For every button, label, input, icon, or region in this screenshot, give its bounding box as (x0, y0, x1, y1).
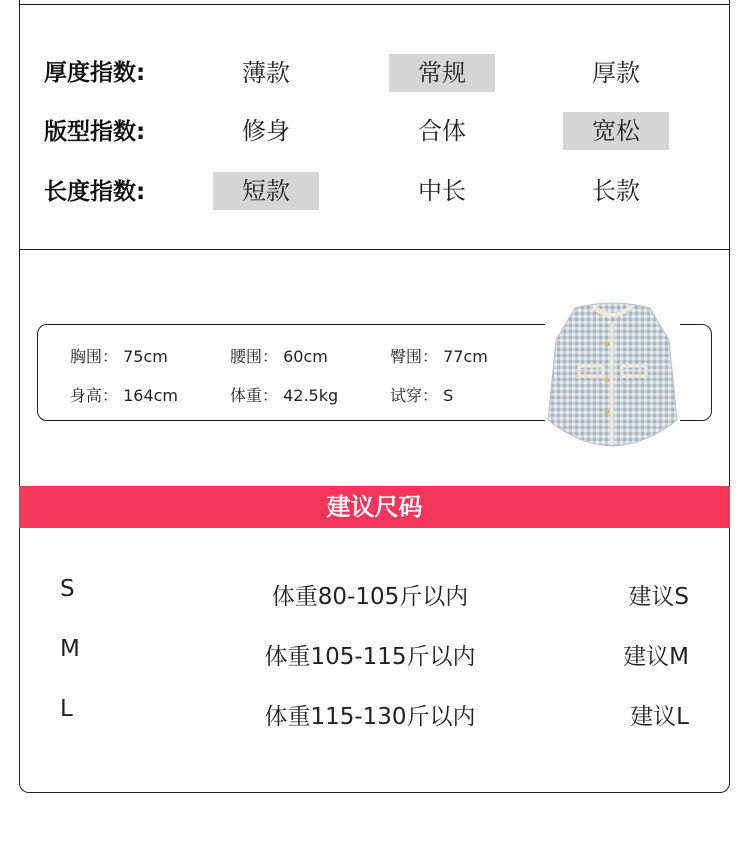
waist-measure: 腰围： 60cm (230, 347, 328, 366)
size-m: M (60, 636, 80, 662)
recommend-l: 建议L (630, 704, 689, 730)
recommend-s: 建议S (628, 584, 689, 610)
fabric-index-panel (19, 0, 730, 250)
weight-range-s: 体重80-105斤以内 (271, 584, 469, 610)
model-info-section (19, 250, 730, 486)
tweed-jacket-image (545, 300, 680, 448)
height-measure: 身高： 164cm (70, 386, 179, 405)
hip-measure: 臀围： 77cm (390, 347, 488, 366)
thickness-option-thick: 厚款 (592, 59, 640, 87)
size-table (19, 528, 730, 793)
fit-option-regular: 合体 (418, 117, 466, 145)
thickness-label: 厚度指数: (44, 60, 146, 86)
thickness-option-thin: 薄款 (242, 59, 290, 87)
fit-label: 版型指数: (44, 119, 146, 145)
thickness-option-regular: 常规 (389, 54, 495, 92)
size-s: S (60, 576, 75, 602)
tried-size: 试穿： S (390, 386, 454, 405)
weight-range-m: 体重105-115斤以内 (264, 644, 476, 670)
length-label: 长度指数: (44, 179, 146, 205)
recommended-size-banner: 建议尺码 (19, 486, 730, 528)
weight-measure: 体重： 42.5kg (230, 386, 339, 405)
top-divider (19, 4, 730, 5)
length-option-mid: 中长 (418, 177, 466, 205)
length-option-short: 短款 (213, 172, 319, 210)
fit-option-slim: 修身 (242, 117, 290, 145)
recommend-m: 建议M (623, 644, 689, 670)
length-option-long: 长款 (592, 177, 640, 205)
fit-option-loose: 宽松 (563, 112, 669, 150)
weight-range-l: 体重115-130斤以内 (264, 704, 476, 730)
size-l: L (60, 696, 73, 722)
bust-measure: 胸围： 75cm (70, 347, 168, 366)
